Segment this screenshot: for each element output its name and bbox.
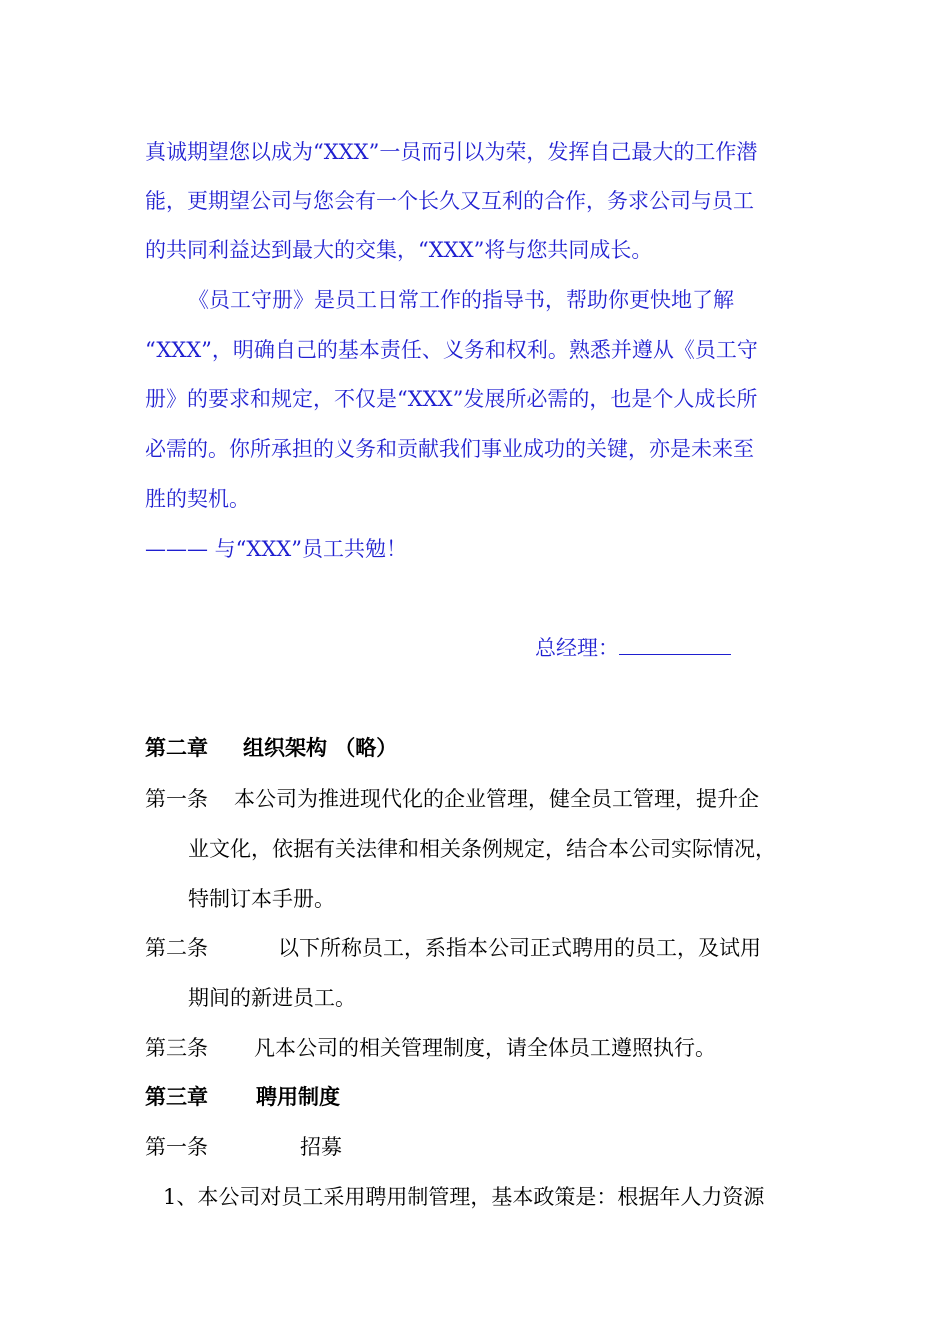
- article-label: 第一条: [145, 787, 208, 811]
- chapter-2-label: 第二章: [145, 735, 208, 760]
- chapter-3-title: 聘用制度: [256, 1084, 340, 1109]
- article-text: 凡本公司的相关管理制度，请全体员工遵照执行。: [254, 1036, 716, 1060]
- intro-line-4: 《员工守册》是员工日常工作的指导书，帮助你更快地了解: [188, 288, 734, 312]
- article-text: 以下所称员工，系指本公司正式聘用的员工，及试用: [278, 936, 761, 960]
- article-label: 第二条: [145, 936, 208, 960]
- chapter-3-label: 第三章: [145, 1084, 208, 1109]
- chapter-2-article-1: [145, 784, 759, 814]
- intro-line-2: 能，更期望公司与您会有一个长久又互利的合作，务求公司与员工: [145, 189, 754, 213]
- article-text: 本公司为推进现代化的企业管理，健全员工管理，提升企: [234, 787, 759, 811]
- chapter-2-heading: [145, 733, 397, 763]
- chapter-2-article-1-line-2: 业文化，依据有关法律和相关条例规定，结合本公司实际情况，: [188, 837, 776, 861]
- intro-line-6: 册》的要求和规定，不仅是“XXX”发展所必需的，也是个人成长所: [145, 387, 758, 411]
- chapter-2-title: 组织架构 （略）: [243, 735, 398, 760]
- chapter-2-article-2: [145, 933, 761, 963]
- chapter-3-item-1: 1、本公司对员工采用聘用制管理，基本政策是：根据年人力资源: [163, 1185, 765, 1209]
- intro-line-8: 胜的契机。: [145, 487, 250, 511]
- chapter-2-article-2-line-2: 期间的新进员工。: [188, 986, 356, 1010]
- intro-line-1: 真诚期望您以成为“XXX”一员而引以为荣，发挥自己最大的工作潜: [145, 140, 758, 164]
- article-label: 第三条: [145, 1036, 208, 1060]
- signature-blank: [619, 634, 731, 655]
- signature-block: [535, 633, 731, 663]
- chapter-2-article-3: [145, 1033, 716, 1063]
- signature-label: 总经理：: [535, 636, 619, 660]
- intro-line-7: 必需的。你所承担的义务和贡献我们事业成功的关键，亦是未来至: [145, 437, 754, 461]
- motto-line: ——— 与“XXX”员工共勉！: [145, 537, 407, 561]
- chapter-2-article-1-line-3: 特制订本手册。: [188, 887, 335, 911]
- article-title: 招募: [300, 1135, 342, 1159]
- chapter-3-article-1: [145, 1132, 342, 1162]
- intro-line-3: 的共同利益达到最大的交集，“XXX”将与您共同成长。: [145, 238, 653, 262]
- article-label: 第一条: [145, 1135, 208, 1159]
- chapter-3-heading: [145, 1082, 340, 1112]
- intro-line-5: “XXX”，明确自己的基本责任、义务和权利。熟悉并遵从《员工守: [145, 338, 758, 362]
